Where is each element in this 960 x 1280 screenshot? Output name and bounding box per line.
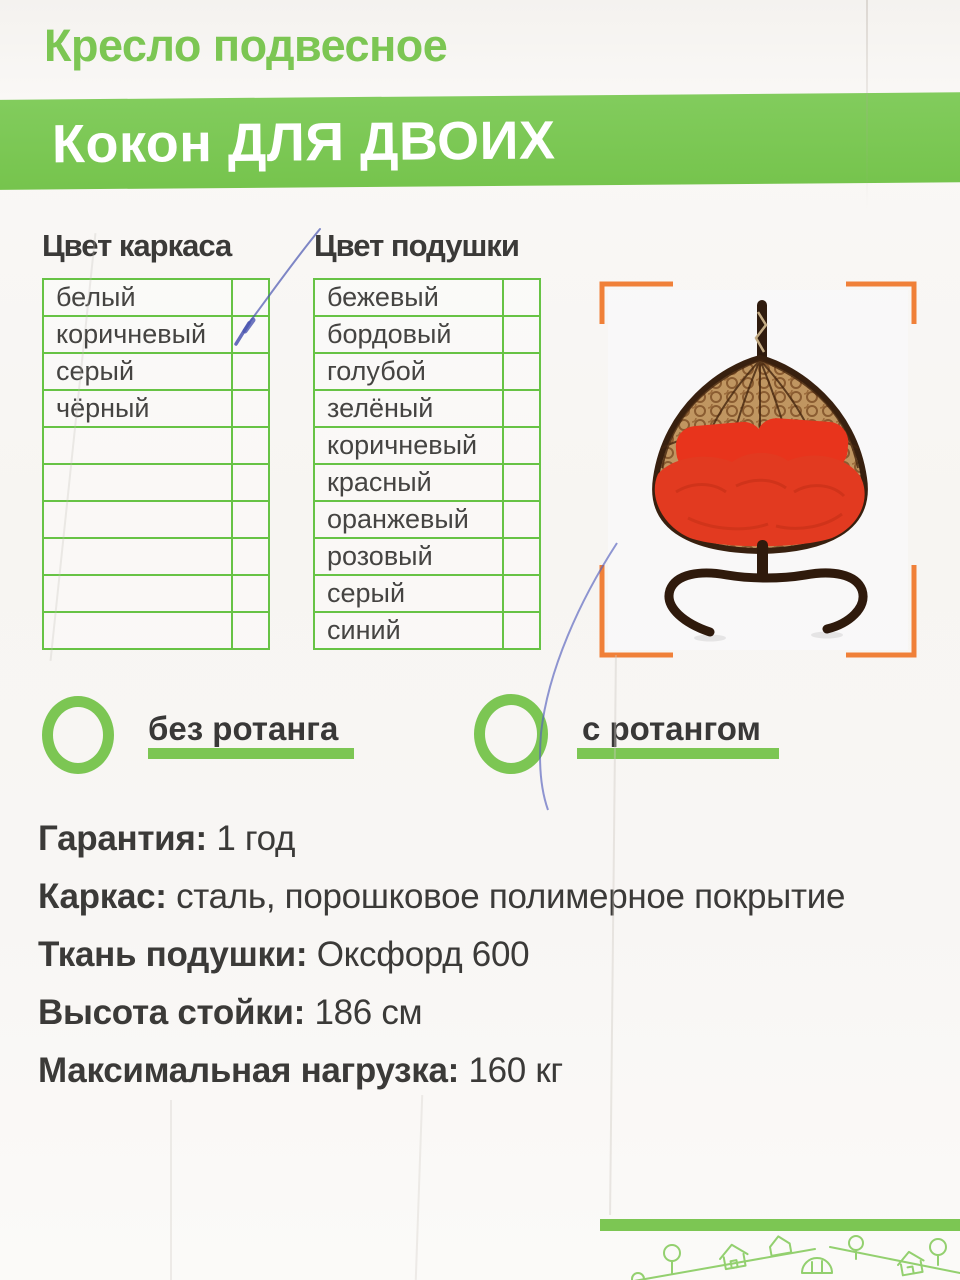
table-row: [44, 613, 268, 648]
table-row: [44, 354, 268, 391]
color-option-label: [44, 428, 231, 463]
checkbox-cell: [502, 539, 539, 574]
color-option-label: [44, 465, 231, 500]
option-underline: [148, 748, 354, 759]
color-option-label: зелёный: [327, 393, 434, 423]
table-row: [315, 280, 539, 317]
color-option-label: серый: [56, 356, 135, 386]
checkbox-cell: [231, 613, 268, 648]
checkbox-cell: [231, 465, 268, 500]
checkbox-cell: [502, 576, 539, 611]
color-option-label: синий: [327, 615, 401, 645]
color-option-label: красный: [327, 467, 432, 497]
table-row: [315, 317, 539, 354]
spec-height: Высота стойки: 186 см: [38, 993, 423, 1032]
checkbox-cell: [231, 576, 268, 611]
checkbox-cell: [502, 613, 539, 648]
table-row: [44, 317, 268, 354]
color-option-label: бордовый: [327, 319, 452, 349]
color-option-label: [44, 539, 231, 574]
table-row: [315, 576, 539, 613]
color-option-label: коричневый: [327, 430, 478, 460]
table-row: [315, 354, 539, 391]
checkbox-cell: [231, 280, 268, 315]
color-option-label: [44, 576, 231, 611]
checkbox-cell: [502, 391, 539, 426]
spec-fabric: Ткань подушки: Оксфорд 600: [38, 935, 530, 974]
table-row: [315, 502, 539, 539]
checkbox-cell: [231, 502, 268, 537]
color-option-label: серый: [327, 578, 406, 608]
radio-circle-without-rattan: [42, 696, 114, 774]
spec-frame: Каркас: сталь, порошковое полимерное покрытие: [38, 877, 846, 916]
specs-list: [38, 820, 845, 1089]
table-row: [44, 539, 268, 576]
table-row: [315, 539, 539, 576]
table-row: [315, 391, 539, 428]
color-option-label: чёрный: [56, 393, 150, 423]
checkbox-cell: [231, 317, 268, 352]
checkbox-cell: [502, 280, 539, 315]
spec-warranty: Гарантия: 1 год: [38, 819, 296, 858]
table-row: [315, 428, 539, 465]
color-option-label: [44, 613, 231, 648]
option-label-with-rattan: с ротангом: [582, 710, 761, 747]
frame-color-table: [42, 278, 270, 650]
table-row: [44, 576, 268, 613]
checkbox-cell: [502, 354, 539, 389]
green-divider: [600, 1219, 960, 1231]
color-option-label: оранжевый: [327, 504, 469, 534]
color-option-label: розовый: [327, 541, 433, 571]
option-underline: [577, 748, 779, 759]
checkbox-cell: [502, 502, 539, 537]
color-option-label: бежевый: [327, 282, 439, 312]
product-photo: [596, 278, 920, 662]
table-row: [44, 428, 268, 465]
page-title: Кокон ДЛЯ ДВОИХ: [51, 110, 556, 175]
checkbox-cell: [231, 354, 268, 389]
frame-color-table-header: Цвет каркаса: [42, 228, 232, 263]
color-option-label: голубой: [327, 356, 426, 386]
table-row: [44, 280, 268, 317]
table-row: [44, 391, 268, 428]
product-type-title: Кресло подвесное: [44, 20, 448, 71]
checkbox-cell: [502, 428, 539, 463]
color-option-label: белый: [56, 282, 136, 312]
cushion-color-table-header: Цвет подушки: [314, 228, 519, 263]
color-option-label: [44, 502, 231, 537]
color-option-label: коричневый: [56, 319, 207, 349]
checkbox-cell: [502, 317, 539, 352]
cushion-color-table: [313, 278, 541, 650]
radio-circle-with-rattan: [474, 694, 548, 774]
paper-crease: [170, 1100, 172, 1280]
checkbox-cell: [502, 465, 539, 500]
checkbox-cell: [231, 391, 268, 426]
table-row: [44, 465, 268, 502]
spec-max-load: Максимальная нагрузка: 160 кг: [38, 1051, 563, 1090]
table-row: [315, 465, 539, 502]
table-row: [315, 613, 539, 648]
village-doodle-pattern: [580, 1231, 960, 1280]
checkbox-cell: [231, 539, 268, 574]
title-banner: [0, 92, 960, 190]
paper-crease: [415, 1095, 423, 1280]
option-label-without-rattan: без ротанга: [148, 710, 339, 747]
checkbox-cell: [231, 428, 268, 463]
table-row: [44, 502, 268, 539]
